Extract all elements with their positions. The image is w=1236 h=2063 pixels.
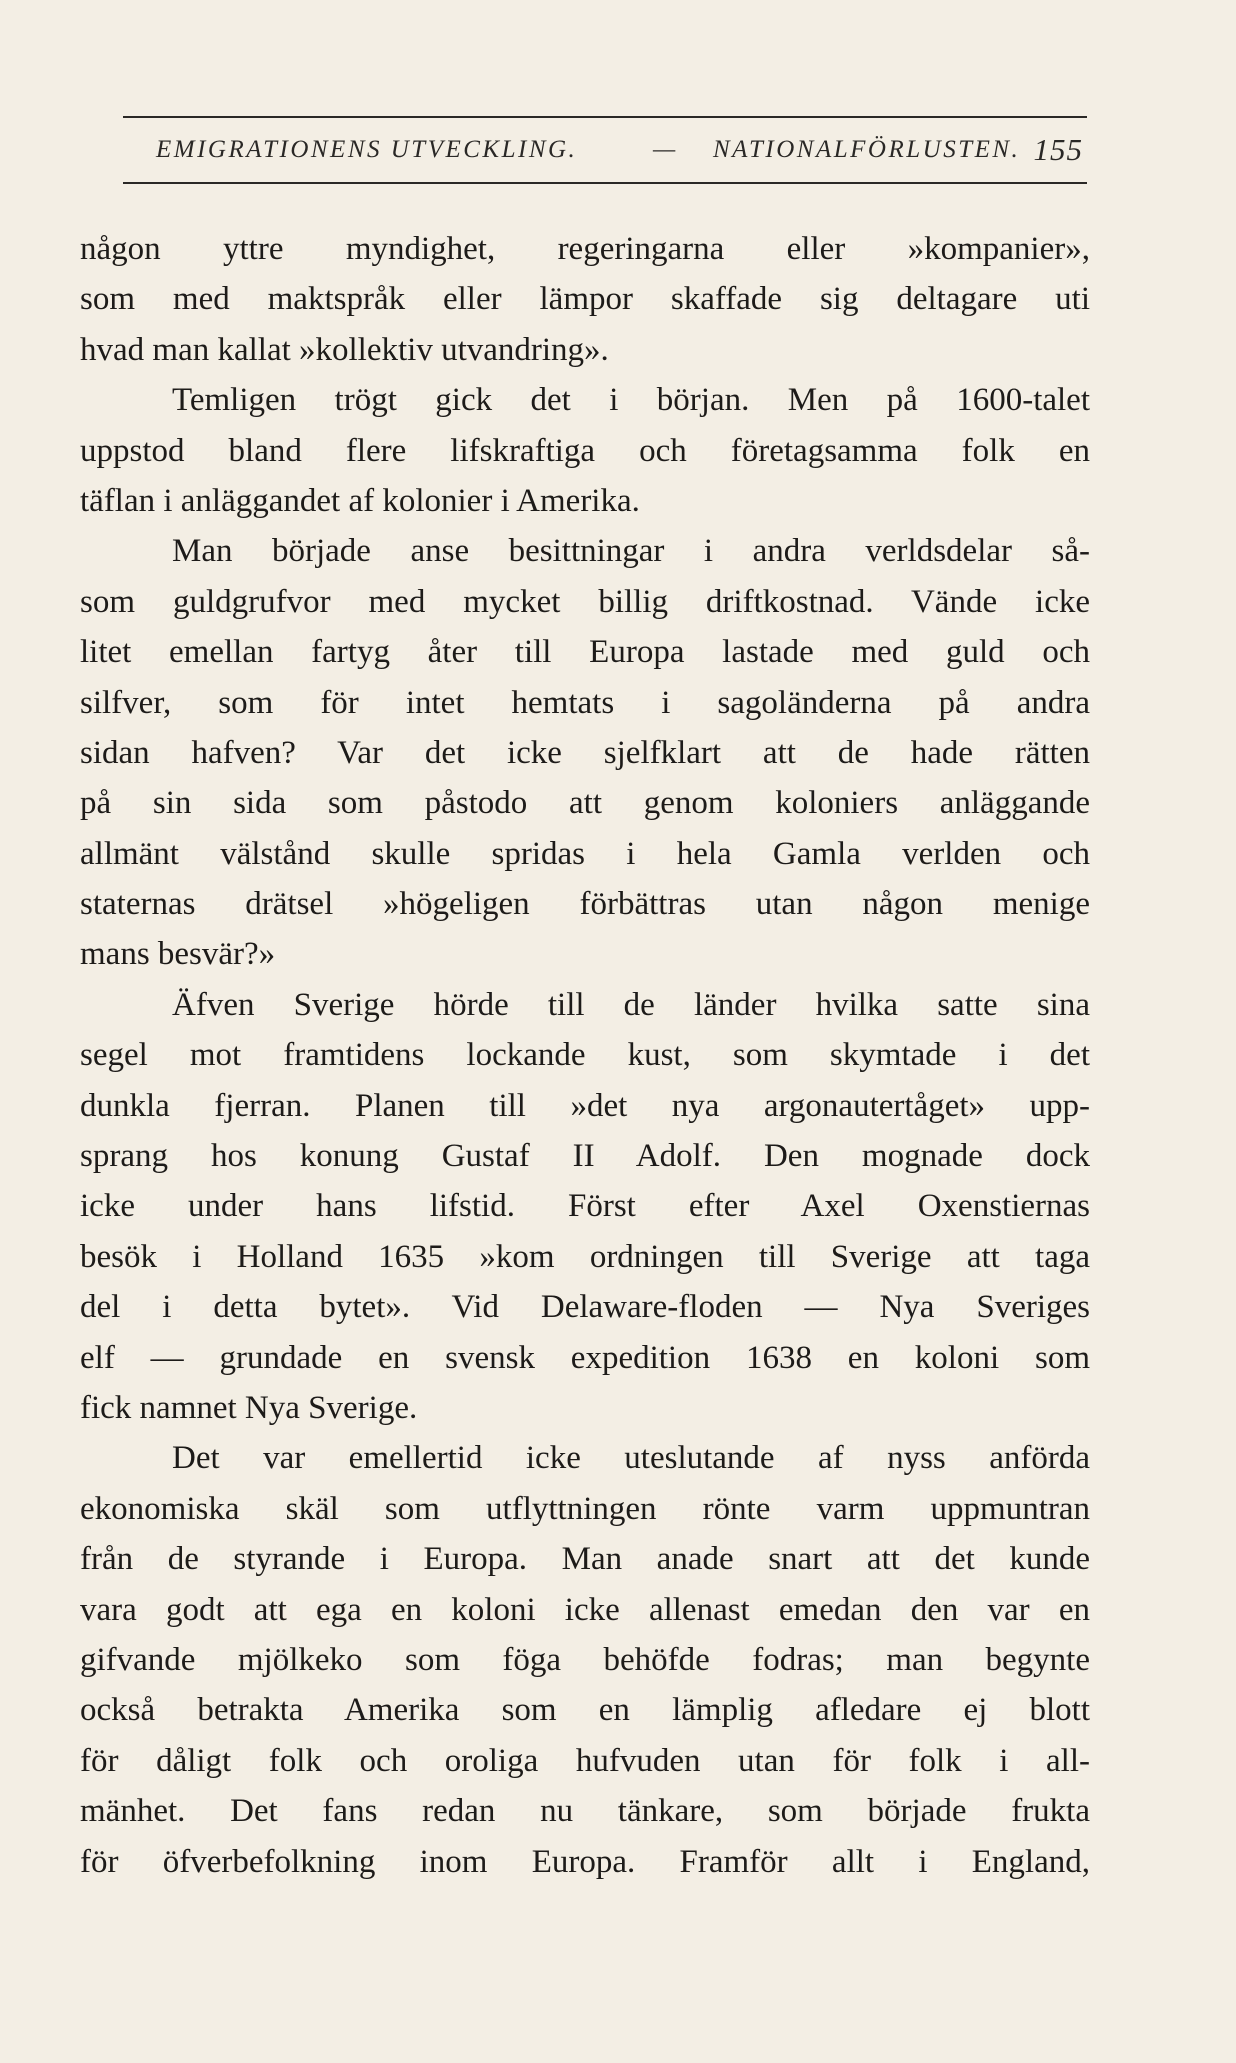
running-head-right: NATIONALFÖRLUSTEN.	[713, 136, 1021, 163]
text-line: någon yttre myndighet, regeringarna eller »kompanier»,	[80, 231, 1090, 267]
header-top-rule	[123, 116, 1087, 118]
text-line: också betrakta Amerika som en lämplig afledare ej blott	[80, 1692, 1090, 1729]
text-line: del i detta bytet». Vid Delaware-floden — Nya Sveriges	[80, 1289, 1090, 1326]
text-line: litet emellan fartyg åter till Europa lastade med guld och	[80, 634, 1090, 671]
paragraph-first-line: Det var emellertid icke uteslutande af nyss anförda	[172, 1440, 1090, 1477]
text-line: dunkla fjerran. Planen till »det nya argonautertåget» upp-	[80, 1087, 1090, 1124]
header-bottom-rule	[123, 182, 1087, 184]
text-line: fick namnet Nya Sverige.	[80, 1389, 418, 1426]
text-line: ekonomiska skäl som utflyttningen rönte varm uppmuntran	[80, 1490, 1090, 1527]
paragraph-first-line: Äfven Sverige hörde till de länder hvilka satte sina	[172, 986, 1090, 1023]
running-head-left: EMIGRATIONENS UTVECKLING.	[156, 136, 578, 163]
text-line: för dåligt folk och oroliga hufvuden utan för folk i all-	[80, 1742, 1090, 1779]
text-line: sidan hafven? Var det icke sjelfklart att de hade rätten	[80, 734, 1090, 771]
page-number: 155	[1033, 132, 1083, 167]
text-line: som guldgrufvor med mycket billig driftkostnad. Vände icke	[80, 583, 1090, 620]
paragraph-first-line: Temligen trögt gick det i början. Men på 1600-talet	[172, 382, 1090, 419]
text-line: segel mot framtidens lockande kust, som skymtade i det	[80, 1037, 1090, 1074]
text-line: för öfverbefolkning inom Europa. Framför allt i England,	[80, 1843, 1090, 1880]
text-line: icke under hans lifstid. Först efter Axel Oxenstiernas	[80, 1188, 1090, 1225]
text-line: silfver, som för intet hemtats i sagoländerna på andra	[80, 684, 1090, 721]
text-line: täflan i anläggandet af kolonier i Amerika.	[80, 482, 640, 519]
text-line: uppstod bland flere lifskraftiga och företagsamma folk en	[80, 432, 1090, 469]
paragraph-first-line: Man började anse besittningar i andra verldsdelar så-	[172, 533, 1090, 570]
running-head	[123, 132, 1087, 170]
text-line: elf — grundade en svensk expedition 1638 en koloni som	[80, 1339, 1090, 1376]
text-line: besök i Holland 1635 »kom ordningen till Sverige att taga	[80, 1238, 1090, 1275]
text-line: gifvande mjölkeko som föga behöfde fodras; man begynte	[80, 1641, 1090, 1678]
text-line: mans besvär?»	[80, 936, 276, 973]
text-line: allmänt välstånd skulle spridas i hela Gamla verlden och	[80, 835, 1090, 872]
text-line: vara godt att ega en koloni icke allenast emedan den var en	[80, 1591, 1090, 1628]
text-line: från de styrande i Europa. Man anade snart att det kunde	[80, 1541, 1090, 1578]
text-line: sprang hos konung Gustaf II Adolf. Den mognade dock	[80, 1138, 1090, 1175]
text-line: hvad man kallat »kollektiv utvandring».	[80, 331, 609, 368]
text-line: staternas drätsel »högeligen förbättras utan någon menige	[80, 886, 1090, 923]
body-text	[80, 224, 1090, 1887]
running-head-dash: —	[653, 136, 678, 163]
text-line: mänhet. Det fans redan nu tänkare, som började frukta	[80, 1793, 1090, 1830]
text-line: som med maktspråk eller lämpor skaffade sig deltagare uti	[80, 281, 1090, 318]
text-line: på sin sida som påstodo att genom koloniers anläggande	[80, 785, 1090, 822]
